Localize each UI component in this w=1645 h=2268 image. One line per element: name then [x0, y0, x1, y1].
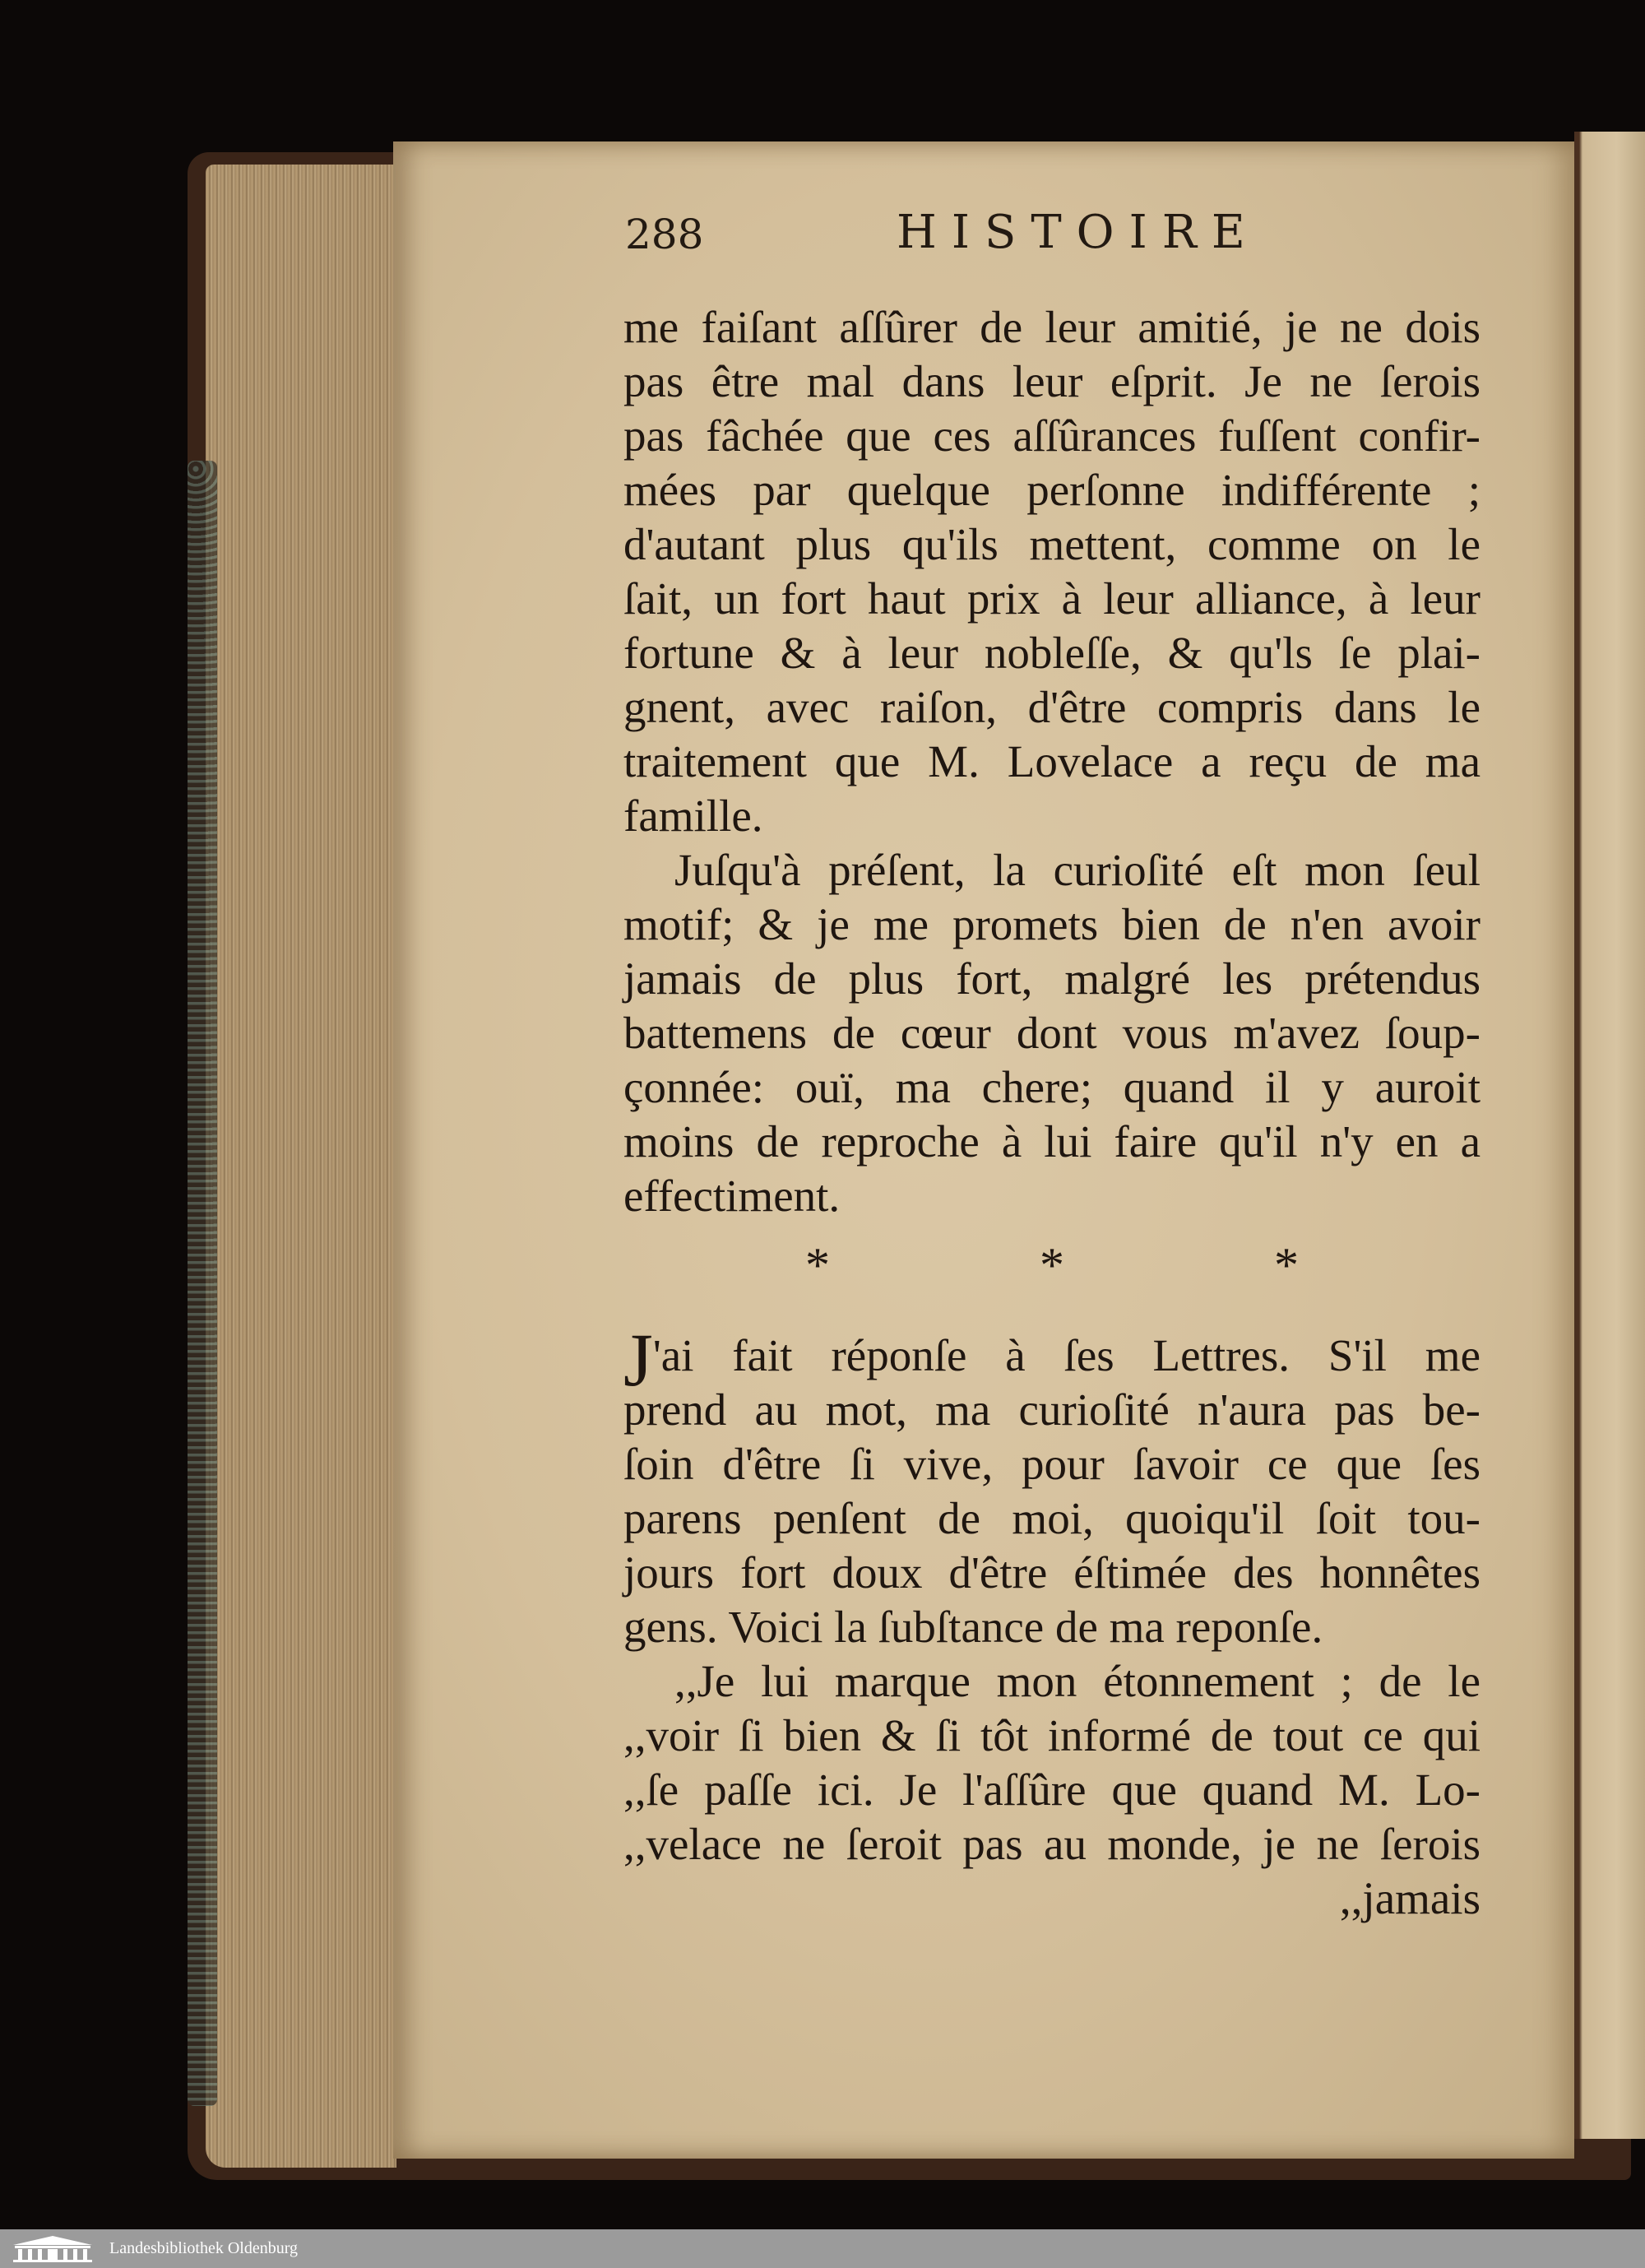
text-line: me faiſant aſſûrer de leur amitié, je ne dois: [623, 302, 1480, 352]
facing-page-edge: [1574, 132, 1645, 2139]
text-line: gens. Voici la ſubſtance de ma reponſe.: [623, 1602, 1323, 1652]
quote-line: ,,voir ſi bien & ſi tôt informé de tout ce qui: [623, 1710, 1480, 1760]
text-line: ſoin d'être ſi vive, pour ſavoir ce que ſes: [623, 1439, 1480, 1489]
paragraph-2: [623, 843, 1480, 1223]
text-line: gnent, avec raiſon, d'être compris dans le: [623, 682, 1480, 732]
text-line: pas fâchée que ces aſſûrances fuſſent confir-: [623, 410, 1480, 461]
text-line: effectiment.: [623, 1171, 841, 1221]
text-line: fortune & à leur nobleſſe, & qu'ls ſe plai-: [623, 628, 1480, 678]
text-line: çonnée: ouï, ma chere; quand il y auroit: [623, 1062, 1480, 1112]
text-line: famille.: [623, 791, 763, 841]
page-number: 288: [625, 211, 704, 258]
text-line: d'autant plus qu'ils mettent, comme on le: [623, 519, 1480, 569]
quote-line: ,,Je lui marque mon étonnement ; de le: [674, 1656, 1480, 1706]
text-line: Juſqu'à préſent, la curioſité eſt mon ſeul: [674, 845, 1480, 895]
text-line: mées par quelque perſonne indifférente ;: [623, 465, 1480, 515]
text-line: motif; & je me promets bien de n'en avoir: [623, 899, 1480, 949]
text-line: battemens de cœur dont vous m'avez ſoup-: [623, 1008, 1480, 1058]
library-building-icon: [10, 2233, 95, 2263]
first-line-text: 'ai fait réponſe à ſes Lettres. S'il me: [652, 1330, 1480, 1380]
body-text: [623, 300, 1480, 1926]
catchword: ,,jamais: [1339, 1873, 1480, 1923]
running-title: HISTOIRE: [897, 206, 1260, 259]
text-line: moins de reproche à lui faire qu'il n'y en a: [623, 1116, 1480, 1166]
text-line: parens penſent de moi, quoiqu'il ſoit tou-: [623, 1493, 1480, 1543]
text-line: jamais de plus fort, malgré les prétendus: [623, 953, 1480, 1004]
quotation: [623, 1654, 1480, 1871]
marbled-binding: [188, 461, 217, 2106]
text-line: traitement que M. Lovelace a reçu de ma: [623, 736, 1480, 786]
quote-line: ,,velace ne ſeroit pas au monde, je ne ſerois: [623, 1819, 1480, 1869]
text-line: prend au mot, ma curioſité n'aura pas be-: [623, 1384, 1480, 1435]
paragraph-1: [623, 300, 1480, 843]
footer-institution: Landesbibliothek Oldenburg: [109, 2239, 299, 2257]
text-line: ſait, un fort haut prix à leur alliance, à leur: [623, 573, 1480, 624]
page-header: [625, 206, 1332, 280]
paragraph-3: [623, 1318, 1480, 1654]
section-separator: * * *: [805, 1238, 1397, 1292]
page-fore-edge: [206, 165, 396, 2168]
text-line: jours fort doux d'être éſtimée des honnêtes: [623, 1547, 1480, 1598]
quote-line: ,,ſe paſſe ici. Je l'aſſûre que quand M. Lo-: [623, 1765, 1480, 1815]
text-line: pas être mal dans leur eſprit. Je ne ſerois: [623, 356, 1480, 406]
drop-cap: J: [623, 1318, 653, 1402]
text-line-first: [623, 1318, 1480, 1402]
